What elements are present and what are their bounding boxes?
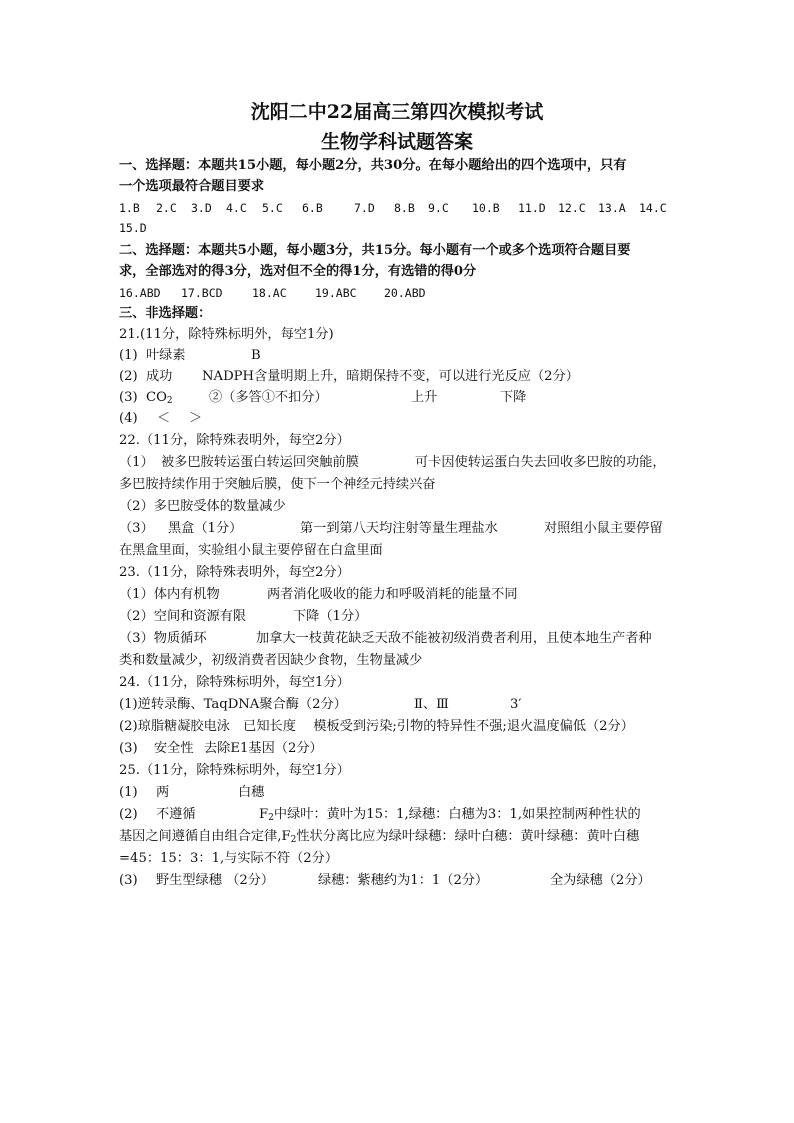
answer-item: 11.D [518, 201, 546, 215]
answer-text: 白穗 [238, 785, 265, 800]
answer-item: 10.B [472, 201, 500, 215]
q24-answer-1 [119, 696, 521, 714]
answer-item: 9.C [428, 201, 449, 215]
answer-text: (1)逆转录酶、TaqDNA聚合酶（2分） [119, 697, 347, 712]
item-label: （3） [119, 521, 154, 536]
answer-item: 2.C [156, 201, 177, 215]
section1-header-line2: 一个选项最符合题目要求 [119, 179, 265, 194]
q21-answer-2 [119, 368, 579, 386]
item-label: (4) [119, 411, 138, 426]
answer-item: 19.ABC [315, 286, 357, 300]
answer-text: 安全性 [154, 741, 194, 756]
item-label: (2) [119, 807, 138, 822]
answer-item: 7.D [354, 201, 375, 215]
answer-text: 两 [156, 785, 170, 800]
answer-text: （3）物质循环 [119, 631, 207, 646]
answer-text: 黑盒（1分） [168, 521, 243, 536]
section2-header-line1: 二、选择题：本题共5小题，每小题3分，共15分。每小题有一个或多个选项符合题目要 [119, 243, 631, 258]
section1-answer-last: 15.D [119, 221, 147, 235]
answer-text: CO [146, 390, 167, 405]
q22-answer-2: （2）多巴胺受体的数量减少 [119, 499, 286, 514]
answer-text: 绿穗：紫穗约为1：1（2分） [318, 873, 489, 888]
answer-text: Ⅱ、Ⅲ [414, 697, 449, 712]
q21-answer-3 [119, 389, 526, 407]
answer-text: 可卡因使转运蛋白失去回收多巴胺的功能， [415, 455, 666, 470]
q24-heading: 24.（11分，除特殊标明外，每空1分） [119, 675, 350, 690]
answer-text: 3′ [510, 697, 522, 712]
q22-answer-3-cont: 在黑盒里面，实验组小鼠主要停留在白盒里面 [119, 543, 383, 558]
q24-answer-2: (2)琼脂糖凝胶电泳 已知长度 模板受到污染;引物的特异性不强;退火温度偏低（2分） [119, 719, 634, 734]
answer-text: 基因之间遵循自由组合定律,F [119, 829, 291, 844]
q23-answer-2 [119, 608, 367, 626]
item-label: (3) [119, 390, 138, 405]
answer-text: 中绿叶：黄叶为15：1,绿穗：白穗为3：1,如果控制两种性状的 [273, 807, 641, 822]
answer-item: 5.C [262, 201, 283, 215]
answer-text: 被多巴胺转运蛋白转运回突触前膜 [161, 455, 359, 470]
document-subtitle: 生物学科试题答案 [320, 131, 473, 153]
answer-item: 20.ABD [384, 286, 426, 300]
q23-answer-1 [119, 586, 518, 604]
q22-answer-1-cont: 多巴胺持续作用于突触后膜，使下一个神经元持续兴奋 [119, 477, 436, 492]
section1-header-line1: 一、选择题：本题共15小题，每小题2分，共30分。在每小题给出的四个选项中，只有 [119, 158, 627, 173]
answer-text: （2）空间和资源有限 [119, 609, 247, 624]
answer-text: B [251, 348, 261, 363]
answer-item: 4.C [226, 201, 247, 215]
q25-answer-1 [119, 784, 264, 802]
answer-text: 下降（1分） [293, 609, 368, 624]
q23-answer-3-cont: 类和数量减少，初级消费者因缺少食物，生物量减少 [119, 653, 423, 668]
subscript: 2 [290, 835, 297, 845]
answer-text: NADPH含量明期上升，暗期保持不变，可以进行光反应（2分） [202, 369, 579, 384]
item-label: (2) [119, 369, 138, 384]
document-title: 沈阳二中22届高三第四次模拟考试 [250, 101, 544, 123]
answer-item: 13.A [598, 201, 626, 215]
q25-answer-2-cont1 [119, 828, 639, 846]
q23-answer-3 [119, 630, 652, 648]
answer-text: 对照组小鼠主要停留 [544, 521, 663, 536]
answer-text: 下降 [500, 390, 527, 405]
answer-item: 16.ABD [119, 286, 161, 300]
answer-item: 6.B [302, 201, 323, 215]
answer-text: ＜ [157, 411, 171, 426]
answer-text: 叶绿素 [146, 348, 186, 363]
answer-text: （1）体内有机物 [119, 587, 220, 602]
q21-answer-1 [119, 347, 261, 365]
answer-item: 8.B [394, 201, 415, 215]
item-label: (3) [119, 741, 138, 756]
subscript: 2 [166, 396, 173, 406]
q22-answer-1 [119, 454, 666, 472]
answer-text: 两者消化吸收的能力和呼吸消耗的能量不同 [267, 587, 518, 602]
q24-answer-3 [119, 740, 323, 758]
section1-answers [119, 199, 667, 217]
answer-text: 成功 [146, 369, 173, 384]
q22-heading: 22.（11分，除特殊表明外，每空2分） [119, 433, 350, 448]
q23-heading: 23.（11分，除特殊表明外，每空2分） [119, 565, 350, 580]
section3-header: 三、非选择题： [119, 306, 212, 321]
answer-text: 上升 [411, 390, 438, 405]
item-label: （1） [119, 455, 154, 470]
answer-text: 性状分离比应为绿叶绿穗：绿叶白穗：黄叶绿穗：黄叶白穗 [296, 829, 640, 844]
answer-text: 去除E1基因（2分） [204, 741, 323, 756]
answer-text: 第一到第八天均注射等量生理盐水 [300, 521, 498, 536]
answer-text: 加拿大一枝黄花缺乏天敌不能被初级消费者利用，且使本地生产者种 [256, 631, 652, 646]
answer-text: 野生型绿穗 （2分） [156, 873, 275, 888]
answer-text: F [259, 807, 269, 822]
answer-text: 不遵循 [156, 807, 196, 822]
answer-item: 1.B [119, 201, 140, 215]
q25-heading: 25.（11分，除特殊标明外，每空1分） [119, 763, 350, 778]
answer-item: 17.BCD [181, 286, 223, 300]
item-label: (3) [119, 873, 138, 888]
q21-answer-4 [119, 410, 202, 428]
answer-text: 全为绿穗（2分） [550, 873, 651, 888]
answer-item: 12.C [558, 201, 586, 215]
item-label: (1) [119, 785, 138, 800]
answer-item: 18.AC [252, 286, 287, 300]
answer-text: ＞ [189, 411, 203, 426]
q25-answer-2-cont2: =45：15：3：1,与实际不符（2分） [119, 851, 339, 866]
q25-answer-3 [119, 872, 651, 890]
q21-heading: 21.(11分，除特殊标明外，每空1分) [119, 327, 334, 342]
section2-header-line2: 求，全部选对的得3分，选对但不全的得1分，有选错的得0分 [119, 264, 477, 279]
answer-item: 14.C [639, 201, 667, 215]
q22-answer-3 [119, 520, 663, 538]
answer-text: ②（多答①不扣分） [209, 390, 328, 405]
section2-answers [119, 284, 426, 302]
item-label: (1) [119, 348, 138, 363]
subscript: 2 [268, 813, 274, 823]
q25-answer-2 [119, 806, 641, 824]
answer-item: 3.D [191, 201, 212, 215]
